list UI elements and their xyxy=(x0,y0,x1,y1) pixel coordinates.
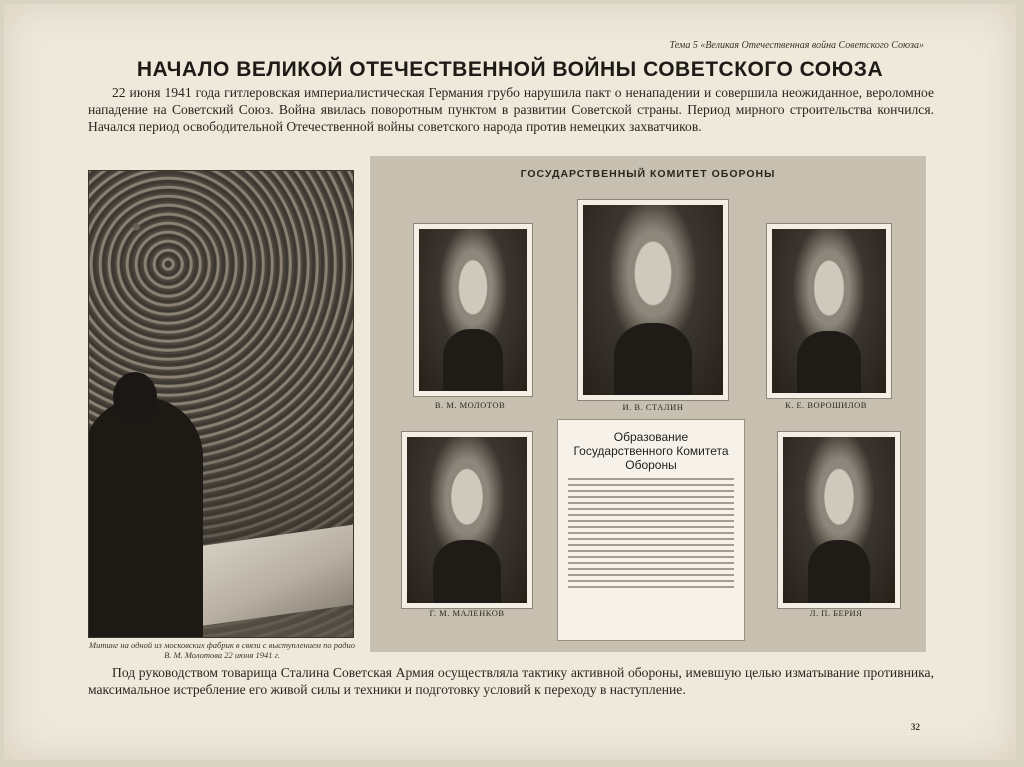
portrait-image xyxy=(407,437,527,603)
panel-title: ГОСУДАРСТВЕННЫЙ КОМИТЕТ ОБОРОНЫ xyxy=(520,168,776,180)
portrait-voroshilov xyxy=(767,224,891,398)
decree-text-line xyxy=(568,484,734,486)
portrait-label-malenkov: Г. М. МАЛЕНКОВ xyxy=(429,608,505,618)
speaker-head xyxy=(113,372,157,422)
portrait-stalin xyxy=(578,200,728,400)
portrait-label-voroshilov: К. Е. ВОРОШИЛОВ xyxy=(785,400,867,410)
portrait-beria xyxy=(778,432,900,608)
decree-text-line xyxy=(568,562,734,564)
speaker-figure xyxy=(88,397,203,637)
portrait-image xyxy=(419,229,527,391)
decree-text-line xyxy=(568,526,734,528)
decree-text-line xyxy=(568,532,734,534)
rally-photo xyxy=(88,170,354,638)
decree-text-line xyxy=(568,568,734,570)
portrait-malenkov xyxy=(402,432,532,608)
decree-document xyxy=(558,420,744,640)
portrait-label-molotov: В. М. МОЛОТОВ xyxy=(434,400,506,410)
decree-text-line xyxy=(568,550,734,552)
page-sheet xyxy=(4,4,1016,760)
decree-text-line xyxy=(568,586,734,588)
portrait-label-beria: Л. П. БЕРИЯ xyxy=(809,608,863,618)
decree-text-line xyxy=(568,544,734,546)
portrait-image xyxy=(583,205,723,395)
portrait-image xyxy=(772,229,886,393)
page-title: НАЧАЛО ВЕЛИКОЙ ОТЕЧЕСТВЕННОЙ ВОЙНЫ СОВЕТСКОГО СОЮЗА xyxy=(136,58,884,81)
page-number: 32 xyxy=(911,722,920,732)
decree-text-line xyxy=(568,508,734,510)
decree-text-line xyxy=(568,580,734,582)
decree-text-line xyxy=(568,514,734,516)
photo-caption: Митинг на одной из московских фабрик в связи с выступлением по радио В. М. Молотова 22 июня 1941 г. xyxy=(89,640,355,660)
decree-text-line xyxy=(568,478,734,480)
decree-text-line xyxy=(568,520,734,522)
decree-text-line xyxy=(568,538,734,540)
portrait-label-stalin: И. В. СТАЛИН xyxy=(622,402,684,412)
decree-text-line xyxy=(568,502,734,504)
topic-header: Тема 5 «Великая Отечественная война Советского Союза» xyxy=(669,40,924,51)
decree-text-line xyxy=(568,556,734,558)
decree-text-line xyxy=(568,490,734,492)
outro-paragraph: Под руководством товарища Сталина Советская Армия осуществляла тактику активной обороны, имевшую целью изматывание противника, максимальное истребление его живой силы и техники и подготовку условий к переходу в наступление. xyxy=(88,665,934,697)
decree-text-line xyxy=(568,496,734,498)
decree-title: Образование Государственного Комитета Обороны xyxy=(573,430,729,472)
decree-text-line xyxy=(568,574,734,576)
portrait-image xyxy=(783,437,895,603)
portrait-molotov xyxy=(414,224,532,396)
intro-paragraph: 22 июня 1941 года гитлеровская империалистическая Германия грубо нарушила пакт о ненападении и совершила неожиданное, вероломное нападение на Советский Союз. Война явилась поворотным пунктом в развитии Советской страны. Период мирного строительства кончился. Начался период освободительной Отечественной войны советского народа против немецких захватчиков. xyxy=(88,85,934,134)
